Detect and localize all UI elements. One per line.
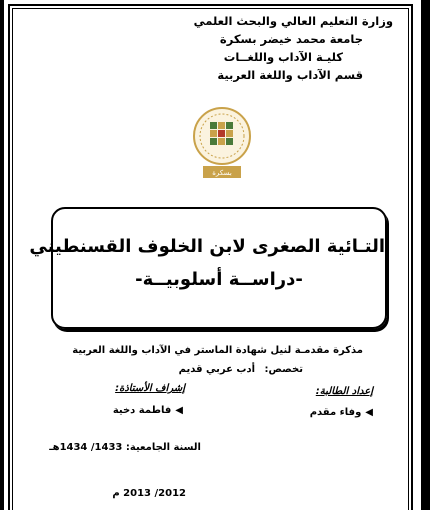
thesis-title: التـائية الصغرى لابن الخلوف القسنطيني [29,236,385,257]
thesis-title-box [29,207,387,329]
supervisor-name [113,405,183,416]
thesis-subtitle: -دراســة أسلوبيــة- [135,269,303,290]
department-line: قسم الآداب واللغة العربية [217,68,363,82]
supervisor-label: إشراف الأستاذة: [115,383,185,394]
bullet-arrow-icon: ◀ [175,405,183,416]
academic-year-hijri-value: 1433/ 1434هـ [49,442,123,453]
institution-header [23,12,403,84]
seal-caption: بسكرة [212,169,232,177]
academic-year-gregorian: 2012/ 2013 م [112,488,186,499]
document-page [4,0,421,510]
academic-year-hijri [49,442,201,453]
student-name [310,407,373,418]
university-seal-icon [189,106,255,182]
supervisor-name-text: فاطمة دخية [112,405,172,416]
student-name-text: وفاء مقدم [309,407,362,418]
specialization-label: تخصص: [264,364,303,375]
specialization-value: أدب عربي قديم [178,364,256,375]
dissertation-statement: مذكرة مقدمـة لنيل شهادة الماستر في الآداب واللغة العربية [72,345,363,356]
academic-year-label: السنة الجامعية: [125,442,201,453]
faculty-line: كليـة الآداب واللغــات [223,50,343,64]
ministry-line: وزارة التعليم العالي والبحث العلمي [193,14,393,28]
bullet-arrow-icon: ◀ [365,407,373,418]
specialization [179,364,303,375]
student-label: إعداد الطالبة: [315,386,373,397]
university-line: جامعة محمد خيضر بسكرة [219,32,363,46]
